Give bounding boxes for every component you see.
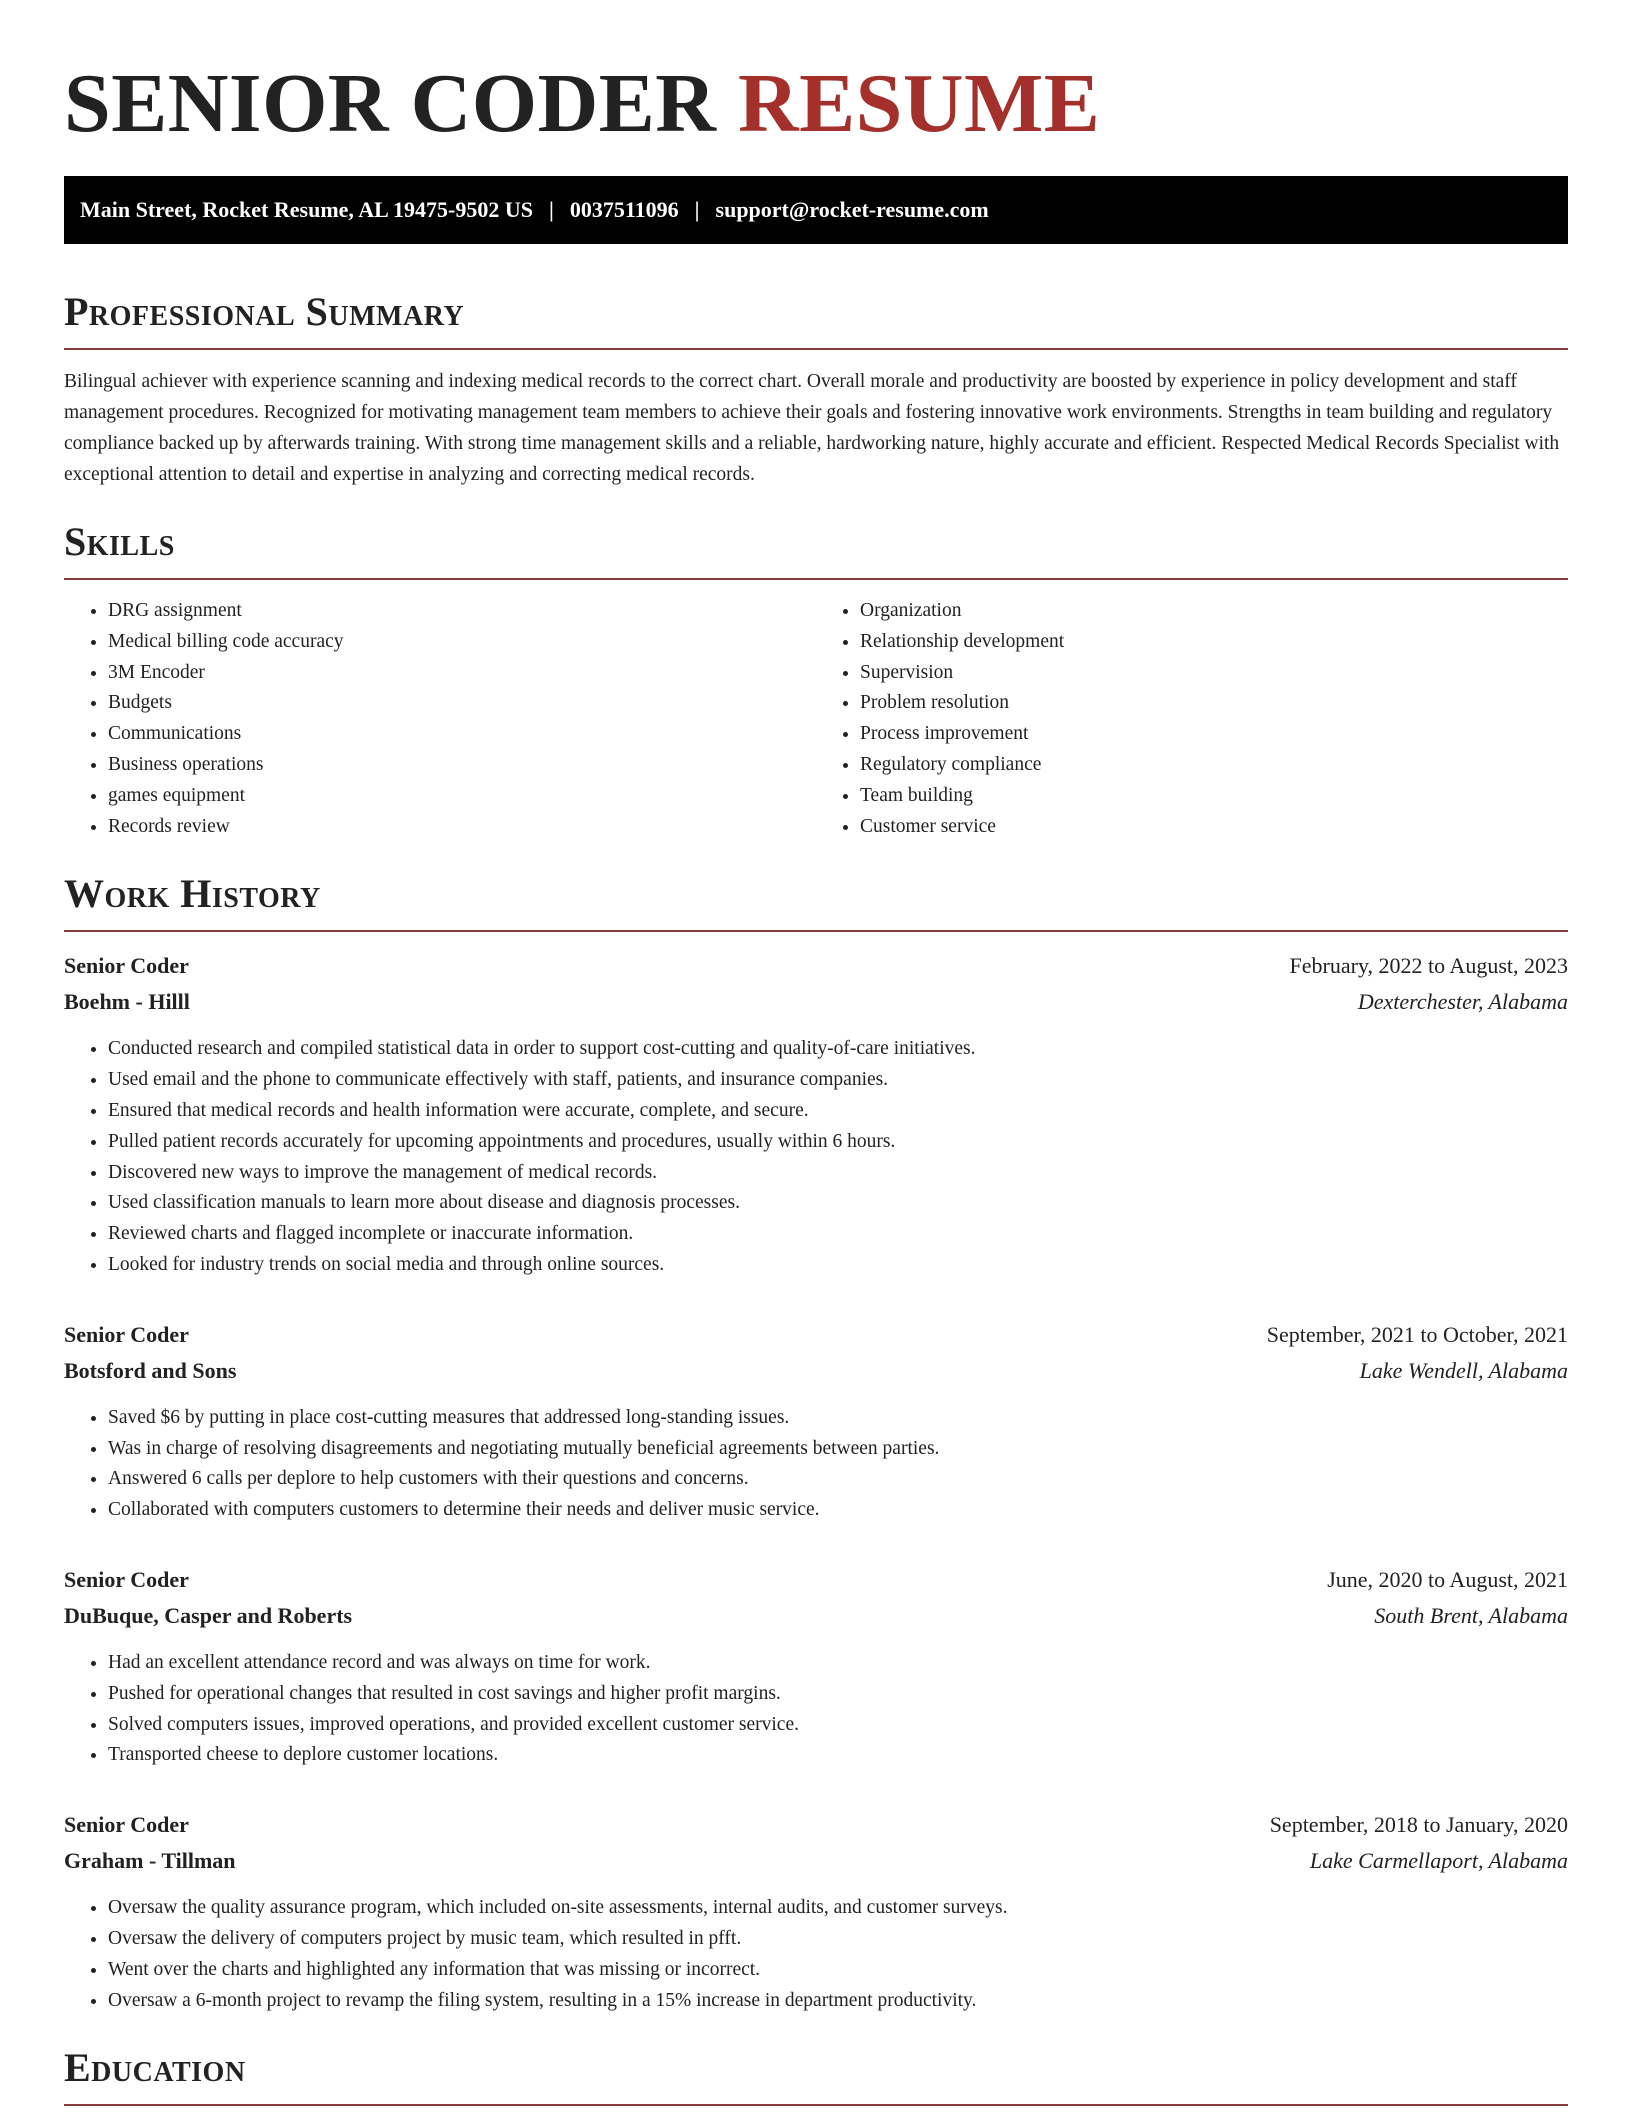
job-title: Senior Coder	[64, 1812, 189, 1838]
skills-section	[64, 518, 1568, 842]
job-title: Senior Coder	[64, 953, 189, 979]
contact-phone: 0037511096	[569, 197, 679, 222]
job-bullet: • Transported cheese to deplore customer locations.	[108, 1740, 1568, 1771]
job-bullet: • Oversaw a 6-month project to revamp the filing system, resulting in a 15% increase in department productivity.	[108, 1986, 1568, 2017]
job-bullet: • Collaborated with computers customers to determine their needs and deliver music service.	[108, 1495, 1568, 1526]
job-company-row	[64, 1843, 1568, 1879]
skill-item: • Communications	[108, 719, 816, 750]
education-section	[64, 2044, 1568, 2106]
job-bullet: • Was in charge of resolving disagreements and negotiating mutually beneficial agreements between parties.	[108, 1434, 1568, 1465]
contact-separator: |	[549, 197, 554, 222]
job-company-row	[64, 1353, 1568, 1389]
job-location: Lake Wendell, Alabama	[1359, 1357, 1568, 1383]
contact-bar	[64, 176, 1568, 244]
job-bullet: • Used classification manuals to learn more about disease and diagnosis processes.	[108, 1188, 1568, 1219]
job-dates: September, 2021 to October, 2021	[1266, 1321, 1568, 1347]
job-company: Botsford and Sons	[64, 1357, 237, 1383]
skill-item: • Problem resolution	[860, 688, 1568, 719]
contact-separator: |	[694, 197, 700, 222]
job-bullets	[64, 1403, 1568, 1526]
skill-item: • Team building	[860, 781, 1568, 812]
job-dates: June, 2020 to August, 2021	[1327, 1566, 1568, 1592]
skill-item: • Customer service	[860, 812, 1568, 843]
job-bullet: • Saved $6 by putting in place cost-cutting measures that addressed long-standing issues.	[108, 1403, 1568, 1434]
job-bullet: • Used email and the phone to communicate effectively with staff, patients, and insurance companies.	[108, 1065, 1568, 1096]
skill-item: • Relationship development	[860, 627, 1568, 658]
job-bullet: • Solved computers issues, improved operations, and provided excellent customer service.	[108, 1710, 1568, 1741]
job-company-row	[64, 1598, 1568, 1634]
title-main: SENIOR CODER	[64, 57, 717, 150]
summary-text: Bilingual achiever with experience scanning and indexing medical records to the correct chart. Overall morale and productivity are boosted by experience in policy development and staff management procedures. Recognized for motivating management team members to achieve their goals and fostering innovative work environments. Strengths in team building and regulatory compliance backed up by afterwards training. With strong time management skills and a reliable, hardworking nature, highly accurate and efficient. Respected Medical Records Specialist with exceptional attention to detail and expertise in analyzing and correcting medical records.	[64, 371, 1560, 485]
contact-email: support@rocket-resume.com	[715, 197, 989, 222]
job-entry	[64, 948, 1568, 1280]
job-title: Senior Coder	[64, 1321, 189, 1347]
job-header-row	[64, 948, 1568, 984]
job-dates: September, 2018 to January, 2020	[1269, 1812, 1568, 1838]
job-location: Lake Carmellaport, Alabama	[1309, 1848, 1568, 1874]
job-bullets	[64, 1893, 1568, 2016]
job-bullets	[64, 1648, 1568, 1771]
education-heading: Education	[64, 2044, 1568, 2106]
job-entry	[64, 1562, 1568, 1771]
skill-item: • Regulatory compliance	[860, 750, 1568, 781]
job-location: Dexterchester, Alabama	[1357, 989, 1568, 1015]
skill-item: • 3M Encoder	[108, 658, 816, 689]
skill-item: • Records review	[108, 812, 816, 843]
job-bullet: • Conducted research and compiled statistical data in order to support cost-cutting and quality-of-care initiatives.	[108, 1034, 1568, 1065]
skill-item: • Process improvement	[860, 719, 1568, 750]
skills-heading: Skills	[64, 518, 1568, 580]
job-bullet: • Reviewed charts and flagged incomplete or inaccurate information.	[108, 1219, 1568, 1250]
job-bullet: • Looked for industry trends on social media and through online sources.	[108, 1250, 1568, 1281]
job-company: DuBuque, Casper and Roberts	[64, 1602, 353, 1628]
job-bullet: • Had an excellent attendance record and was always on time for work.	[108, 1648, 1568, 1679]
skill-item: • Business operations	[108, 750, 816, 781]
resume-title	[64, 50, 1568, 158]
job-bullets	[64, 1034, 1568, 1280]
skill-item: • Organization	[860, 596, 1568, 627]
job-bullet: • Oversaw the delivery of computers project by music team, which resulted in pfft.	[108, 1924, 1568, 1955]
job-bullet: • Pushed for operational changes that resulted in cost savings and higher profit margins.	[108, 1679, 1568, 1710]
job-bullet: • Discovered new ways to improve the management of medical records.	[108, 1158, 1568, 1189]
resume-page	[64, 0, 1568, 2106]
work-history-section	[64, 870, 1568, 2016]
skill-item: • games equipment	[108, 781, 816, 812]
summary-section	[64, 288, 1568, 490]
skill-item: • Medical billing code accuracy	[108, 627, 816, 658]
job-header-row	[64, 1317, 1568, 1353]
job-header-row	[64, 1807, 1568, 1843]
job-bullet: • Ensured that medical records and health information were accurate, complete, and secure.	[108, 1096, 1568, 1127]
skills-column-left	[64, 596, 816, 842]
job-entry	[64, 1317, 1568, 1526]
job-company: Boehm - Hilll	[64, 989, 190, 1015]
skill-item: • Budgets	[108, 688, 816, 719]
job-company-row	[64, 984, 1568, 1020]
skills-column-right	[816, 596, 1568, 842]
job-bullet: • Pulled patient records accurately for upcoming appointments and procedures, usually within 6 hours.	[108, 1127, 1568, 1158]
skills-grid	[64, 596, 1568, 842]
contact-address: Main Street, Rocket Resume, AL 19475-9502 US	[80, 197, 533, 222]
job-entry	[64, 1807, 1568, 2016]
skill-item: • Supervision	[860, 658, 1568, 689]
job-title: Senior Coder	[64, 1566, 189, 1592]
job-bullet: • Answered 6 calls per deplore to help customers with their questions and concerns.	[108, 1464, 1568, 1495]
skill-item: • DRG assignment	[108, 596, 816, 627]
work-history-heading: Work History	[64, 870, 1568, 932]
job-dates: February, 2022 to August, 2023	[1289, 953, 1568, 979]
job-bullet: • Oversaw the quality assurance program, which included on-site assessments, internal audits, and customer surveys.	[108, 1893, 1568, 1924]
job-bullet: • Went over the charts and highlighted any information that was missing or incorrect.	[108, 1955, 1568, 1986]
job-company: Graham - Tillman	[64, 1848, 236, 1874]
summary-heading: Professional Summary	[64, 288, 1568, 350]
title-accent: RESUME	[737, 57, 1101, 150]
job-header-row	[64, 1562, 1568, 1598]
job-location: South Brent, Alabama	[1374, 1602, 1568, 1628]
